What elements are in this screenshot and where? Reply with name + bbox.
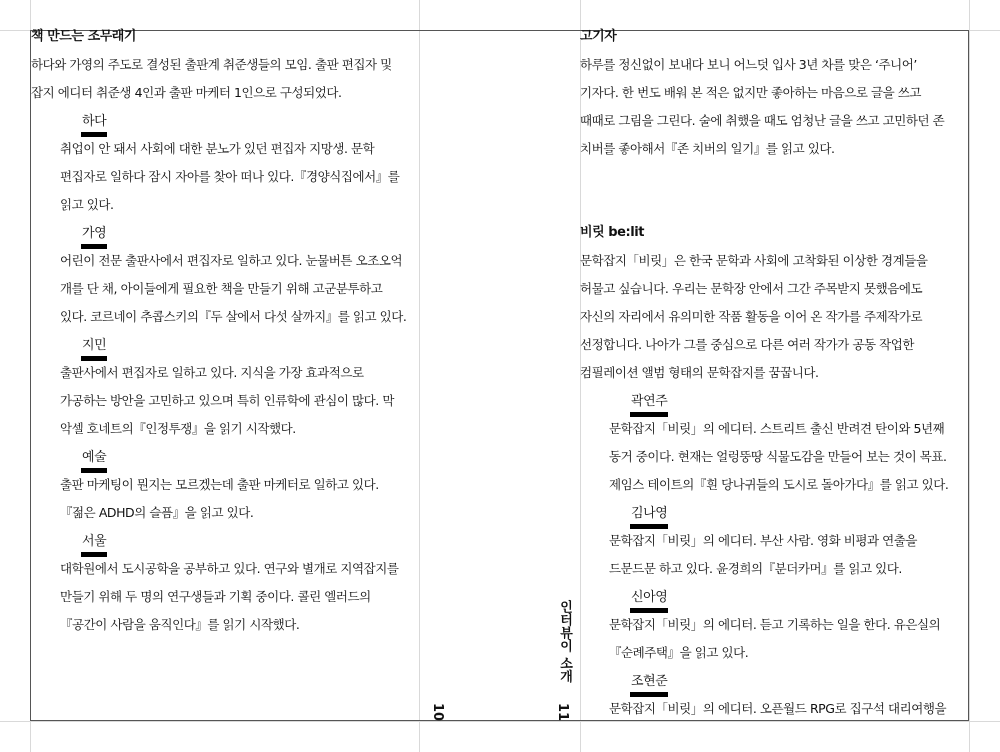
body-line: 하루를 정신없이 보내다 보니 어느덧 입사 3년 차를 맞은 ‘주니어’ (580, 57, 917, 72)
guide-line-vertical (969, 0, 970, 752)
member-desc-line: 드문드문 하고 있다. 윤경희의『분더카머』를 읽고 있다. (609, 561, 902, 576)
body-line: 치버를 좋아해서『존 치버의 일기』를 읽고 있다. (580, 141, 835, 156)
left-page-column (31, 23, 406, 639)
member-desc-line: 있다. 코르네이 추콥스키의『두 살에서 다섯 살까지』를 읽고 있다. (60, 309, 407, 324)
member-desc-line: 읽고 있다. (60, 197, 114, 212)
member-name: 지민 (31, 331, 406, 359)
member-desc-line: 출판사에서 편집자로 일하고 있다. 지식을 가장 효과적으로 (60, 365, 364, 380)
body-line: 때때로 그림을 그린다. 술에 취했을 때도 엄청난 글을 쓰고 고민하던 존 (580, 113, 945, 128)
intro-line: 잡지 에디터 취준생 4인과 출판 마케터 1인으로 구성되었다. (31, 85, 342, 100)
member-desc-line: 문학잡지「비릿」의 에디터. 부산 사람. 영화 비평과 연출을 (609, 533, 918, 548)
member-desc-line: 문학잡지「비릿」의 에디터. 듣고 기록하는 일을 한다. 유은실의 (609, 617, 941, 632)
intro-line: 자신의 자리에서 유의미한 작품 활동을 이어 온 작가를 주제작가로 (580, 309, 923, 324)
member-desc-line: 『순례주택』을 읽고 있다. (609, 645, 749, 660)
member-desc-line: 편집자로 일하다 잠시 자아를 찾아 떠나 있다.『경양식집에서』를 (60, 169, 400, 184)
member-name: 서울 (31, 527, 406, 555)
member-desc-line: 제임스 테이트의『흰 당나귀들의 도시로 돌아가다』를 읽고 있다. (609, 477, 949, 492)
page-number-left: 10 (430, 703, 445, 722)
intro-line: 선정합니다. 나아가 그를 중심으로 다른 여러 작가가 공동 작업한 (580, 337, 914, 352)
page-number-right: 11 (555, 703, 570, 722)
body-line: 기자다. 한 번도 배워 본 적은 없지만 좋아하는 마음으로 글을 쓰고 (580, 85, 922, 100)
member-desc-line: 가공하는 방안을 고민하고 있으며 특히 인류학에 관심이 많다. 막 (60, 393, 394, 408)
running-head: 인터뷰이 소개 (557, 600, 572, 683)
member-desc-line: 개를 단 채, 아이들에게 필요한 책을 만들기 위해 고군분투하고 (60, 281, 383, 296)
section-title: 책 만드는 조무래기 (31, 29, 137, 44)
member-desc-line: 문학잡지「비릿」의 에디터. 스트리트 출신 반려견 탄이와 5년째 (609, 421, 945, 436)
member-name: 하다 (31, 107, 406, 135)
member-desc-line: 『공간이 사람을 움직인다』를 읽기 시작했다. (60, 617, 300, 632)
intro-line: 컴필레이션 앨범 형태의 문학잡지를 꿈꿉니다. (580, 365, 819, 380)
section-title: 비릿 be:lit (580, 225, 645, 240)
member-desc-line: 동거 중이다. 현재는 얼렁뚱땅 식물도감을 만들어 보는 것이 목표. (609, 449, 947, 464)
member-desc-line: 만들기 위해 두 명의 연구생들과 기획 중이다. 콜린 엘러드의 (60, 589, 371, 604)
member-desc-line: 취업이 안 돼서 사회에 대한 분노가 있던 편집자 지망생. 문학 (60, 141, 375, 156)
member-desc-line: 대학원에서 도시공학을 공부하고 있다. 연구와 별개로 지역잡지를 (60, 561, 399, 576)
section-spacer (580, 163, 948, 219)
member-desc-line: 『젊은 ADHD의 슬픔』을 읽고 있다. (60, 505, 254, 520)
member-name: 가영 (31, 219, 406, 247)
member-name: 예술 (31, 443, 406, 471)
intro-line: 하다와 가영의 주도로 결성된 출판계 취준생들의 모임. 출판 편집자 및 (31, 57, 392, 72)
member-desc-line: 출판 마케팅이 뭔지는 모르겠는데 출판 마케터로 일하고 있다. (60, 477, 379, 492)
intro-line: 허물고 싶습니다. 우리는 문학장 안에서 그간 주목받지 못했음에도 (580, 281, 923, 296)
member-name: 조현준 (580, 667, 948, 695)
member-name: 신아영 (580, 583, 948, 611)
member-name: 김나영 (580, 499, 948, 527)
intro-line: 문학잡지「비릿」은 한국 문학과 사회에 고착화된 이상한 경계들을 (580, 253, 928, 268)
member-desc-line: 문학잡지「비릿」의 에디터. 오픈월드 RPG로 집구석 대리여행을 (609, 701, 947, 716)
section-title: 고기자 (580, 29, 617, 44)
member-name: 곽연주 (580, 387, 948, 415)
right-page-column (580, 23, 948, 723)
member-desc-line: 악셀 호네트의『인정투쟁』을 읽기 시작했다. (60, 421, 296, 436)
member-desc-line: 어린이 전문 출판사에서 편집자로 일하고 있다. 눈물버튼 오조오억 (60, 253, 403, 268)
